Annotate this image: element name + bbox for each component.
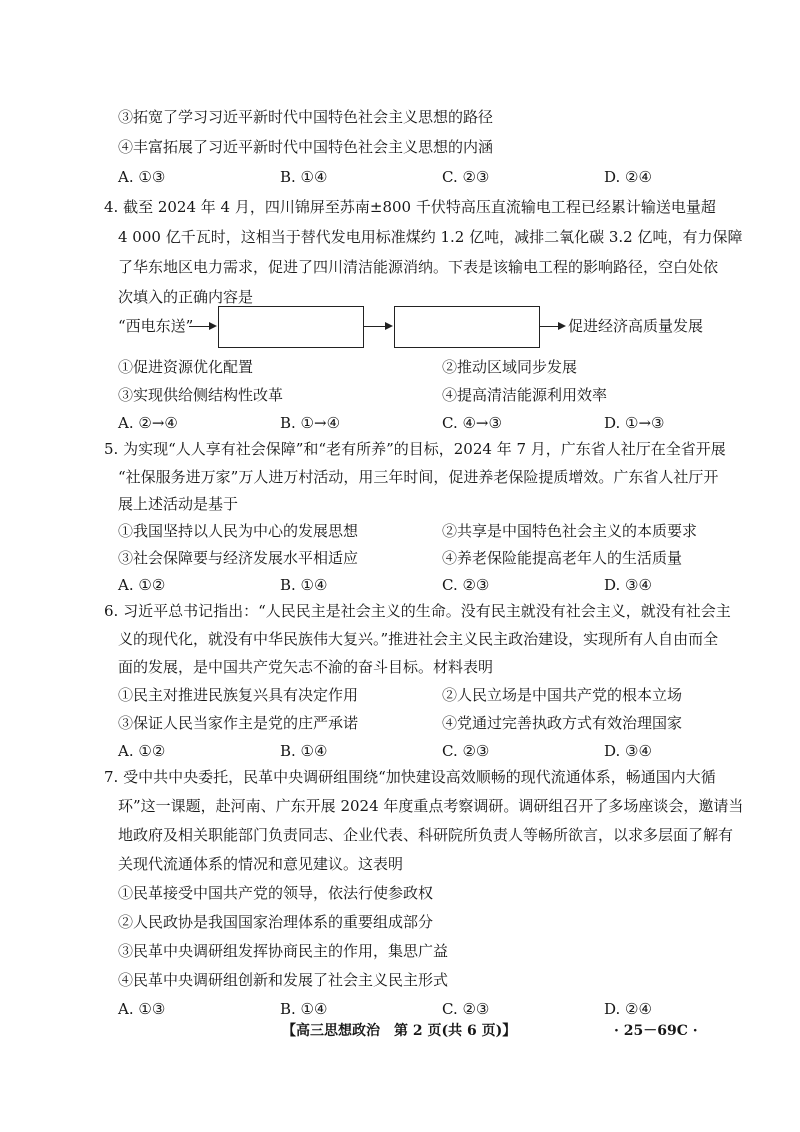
q7-stem-line-2: 环”这一课题，赴河南、广东开展 2024 年度重点考察调研。调研组召开了多场座谈会，邀请当 [118, 797, 744, 815]
q7-option-1: ①民革接受中国共产党的领导，依法行使参政权 [118, 884, 434, 902]
q5-option-4: ④养老保险能提高老年人的生活质量 [442, 549, 683, 567]
q4-option-3: ③实现供给侧结构性改革 [118, 386, 284, 404]
q4-stem-line-3: 了华东地区电力需求，促进了四川清洁能源消纳。下表是该输电工程的影响路径，空白处依 [118, 258, 719, 276]
q6-stem-line-3: 面的发展，是中国共产党矢志不渝的奋斗目标。材料表明 [118, 658, 494, 676]
q6-choices [118, 740, 718, 762]
diagram-blank-box-1 [218, 306, 364, 348]
footer-page-info: 【高三思想政治 第 2 页(共 6 页)】 [282, 1023, 517, 1039]
q4-stem-line-4: 次填入的正确内容是 [118, 288, 254, 306]
q4-choice-b: B. ①→④ [280, 414, 341, 432]
q6-option-3: ③保证人民当家作主是党的庄严承诺 [118, 714, 359, 732]
q7-choice-d: D. ②④ [604, 1000, 652, 1018]
q5-options-row-2 [118, 547, 718, 569]
q5-stem-line-1: 5. 为实现“人人享有社会保障”和“老有所养”的目标，2024 年 7 月，广东省人社厅在全省开展 [104, 440, 726, 458]
q5-option-3: ③社会保障要与经济发展水平相适应 [118, 549, 359, 567]
q3-option-4: ④丰富拓展了习近平新时代中国特色社会主义思想的内涵 [118, 138, 494, 156]
q4-options-row-2 [118, 384, 718, 406]
q3-choice-a: A. ①③ [118, 168, 166, 186]
diagram-blank-box-2 [394, 306, 540, 348]
q5-choice-b: B. ①④ [280, 576, 328, 594]
diagram-arrow-2 [364, 326, 391, 327]
q7-choice-b: B. ①④ [280, 1000, 328, 1018]
q5-stem-line-2: “社保服务进万家”万人进万村活动，用三年时间，促进养老保险提质增效。广东省人社厅开 [118, 468, 719, 486]
q4-options-row-1 [118, 356, 718, 378]
q7-option-2: ②人民政协是我国国家治理体系的重要组成部分 [118, 913, 434, 931]
q6-choice-a: A. ①② [118, 742, 166, 760]
q6-option-1: ①民主对推进民族复兴具有决定作用 [118, 686, 359, 704]
diagram-end-label: 促进经济高质量发展 [568, 317, 704, 335]
q6-options-row-1 [118, 684, 718, 706]
q5-option-1: ①我国坚持以人民为中心的发展思想 [118, 522, 359, 540]
q3-choices [118, 166, 718, 188]
q6-stem-line-1: 6. 习近平总书记指出：“人民民主是社会主义的生命。没有民主就没有社会主义，就没有社会主 [104, 602, 731, 620]
q6-stem-line-2: 义的现代化，就没有中华民族伟大复兴。”推进社会主义民主政治建设，实现所有人自由而全 [118, 630, 719, 648]
q7-stem-line-4: 关现代流通体系的情况和意见建议。这表明 [118, 855, 404, 873]
q4-option-1: ①促进资源优化配置 [118, 358, 254, 376]
q5-stem-line-3: 展上述活动是基于 [118, 495, 239, 513]
q3-choice-c: C. ②③ [442, 168, 490, 186]
q7-stem-line-3: 地政府及相关职能部门负责同志、企业代表、科研院所负责人等畅所欲言，以求多层面了解有 [118, 826, 734, 844]
q7-stem-line-1: 7. 受中共中央委托，民革中央调研组围绕“加快建设高效顺畅的现代流通体系，畅通国内大循 [104, 768, 716, 786]
q7-choices [118, 998, 718, 1020]
q6-option-2: ②人民立场是中国共产党的根本立场 [442, 686, 683, 704]
q5-choice-c: C. ②③ [442, 576, 490, 594]
q4-option-4: ④提高清洁能源利用效率 [442, 386, 608, 404]
q3-choice-d: D. ②④ [604, 168, 652, 186]
q3-choice-b: B. ①④ [280, 168, 328, 186]
q4-stem-line-1: 4. 截至 2024 年 4 月，四川锦屏至苏南±800 千伏特高压直流输电工程已经累计输送电量超 [104, 198, 716, 216]
q5-choice-d: D. ③④ [604, 576, 652, 594]
q7-choice-a: A. ①③ [118, 1000, 166, 1018]
q4-choice-d: D. ①→③ [604, 414, 665, 432]
diagram-start-label: “西电东送” [118, 317, 194, 335]
q6-choice-d: D. ③④ [604, 742, 652, 760]
q6-option-4: ④党通过完善执政方式有效治理国家 [442, 714, 683, 732]
q5-option-2: ②共享是中国特色社会主义的本质要求 [442, 522, 698, 540]
q7-option-4: ④民革中央调研组创新和发展了社会主义民主形式 [118, 971, 449, 989]
diagram-arrow-1 [189, 326, 215, 327]
q6-choice-b: B. ①④ [280, 742, 328, 760]
q4-option-2: ②推动区域同步发展 [442, 358, 578, 376]
q5-choice-a: A. ①② [118, 576, 166, 594]
q4-choices [118, 412, 718, 434]
footer-exam-code: · 25－69C · [614, 1023, 698, 1039]
q4-choice-a: A. ②→④ [118, 414, 178, 432]
q4-stem-line-2: 4 000 亿千瓦时，这相当于替代发电用标准煤约 1.2 亿吨，减排二氧化碳 3.2 亿吨，有力保障 [118, 228, 743, 246]
diagram-arrow-3 [540, 326, 564, 327]
q5-options-row-1 [118, 520, 718, 542]
q6-choice-c: C. ②③ [442, 742, 490, 760]
q5-choices [118, 574, 718, 596]
q3-option-3: ③拓宽了学习习近平新时代中国特色社会主义思想的路径 [118, 108, 494, 126]
q7-choice-c: C. ②③ [442, 1000, 490, 1018]
q6-options-row-2 [118, 712, 718, 734]
q4-choice-c: C. ④→③ [442, 414, 502, 432]
q7-option-3: ③民革中央调研组发挥协商民主的作用，集思广益 [118, 942, 449, 960]
